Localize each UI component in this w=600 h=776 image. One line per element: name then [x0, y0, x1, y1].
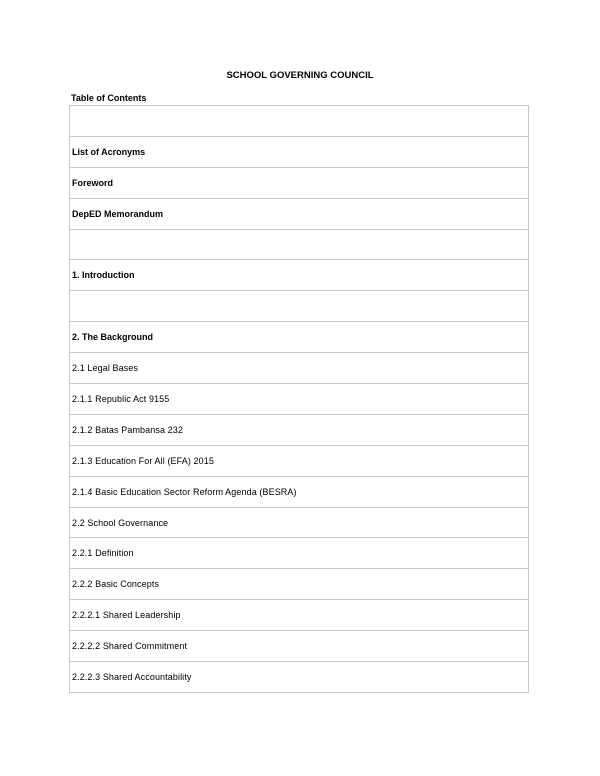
toc-row — [70, 414, 529, 445]
toc-entry — [70, 106, 529, 137]
toc-row — [70, 600, 529, 631]
toc-entry: 2.1.3 Education For All (EFA) 2015 — [70, 445, 529, 476]
toc-entry: 2.2.2.1 Shared Leadership — [70, 600, 529, 631]
toc-entry: 1. Introduction — [70, 260, 529, 291]
toc-entry: 2.1.2 Batas Pambansa 232 — [70, 414, 529, 445]
toc-row — [70, 353, 529, 384]
toc-row — [70, 260, 529, 291]
toc-row — [70, 662, 529, 693]
toc-entry — [70, 291, 529, 322]
toc-row — [70, 167, 529, 198]
toc-entry: 2.1 Legal Bases — [70, 353, 529, 384]
toc-entry: 2.2.2 Basic Concepts — [70, 569, 529, 600]
toc-row — [70, 229, 529, 260]
toc-body — [70, 106, 529, 693]
toc-row — [70, 136, 529, 167]
toc-heading: Table of Contents — [71, 93, 147, 103]
toc-row — [70, 322, 529, 353]
toc-row — [70, 106, 529, 137]
toc-row — [70, 291, 529, 322]
toc-entry: DepED Memorandum — [70, 198, 529, 229]
toc-entry: Foreword — [70, 167, 529, 198]
toc-entry: 2.1.1 Republic Act 9155 — [70, 384, 529, 415]
toc-entry — [70, 229, 529, 260]
toc-row — [70, 476, 529, 507]
toc-row — [70, 569, 529, 600]
toc-table — [69, 105, 529, 693]
document-title: SCHOOL GOVERNING COUNCIL — [226, 70, 374, 81]
toc-entry: 2.2 School Governance — [70, 507, 529, 538]
toc-entry: 2. The Background — [70, 322, 529, 353]
toc-row — [70, 384, 529, 415]
toc-entry: 2.1.4 Basic Education Sector Reform Agenda (BESRA) — [70, 476, 529, 507]
toc-row — [70, 445, 529, 476]
toc-entry: List of Acronyms — [70, 136, 529, 167]
toc-entry: 2.2.1 Definition — [70, 538, 529, 569]
toc-row — [70, 538, 529, 569]
toc-entry: 2.2.2.2 Shared Commitment — [70, 631, 529, 662]
toc-row — [70, 631, 529, 662]
toc-row — [70, 198, 529, 229]
toc-entry: 2.2.2.3 Shared Accountability — [70, 662, 529, 693]
toc-row — [70, 507, 529, 538]
